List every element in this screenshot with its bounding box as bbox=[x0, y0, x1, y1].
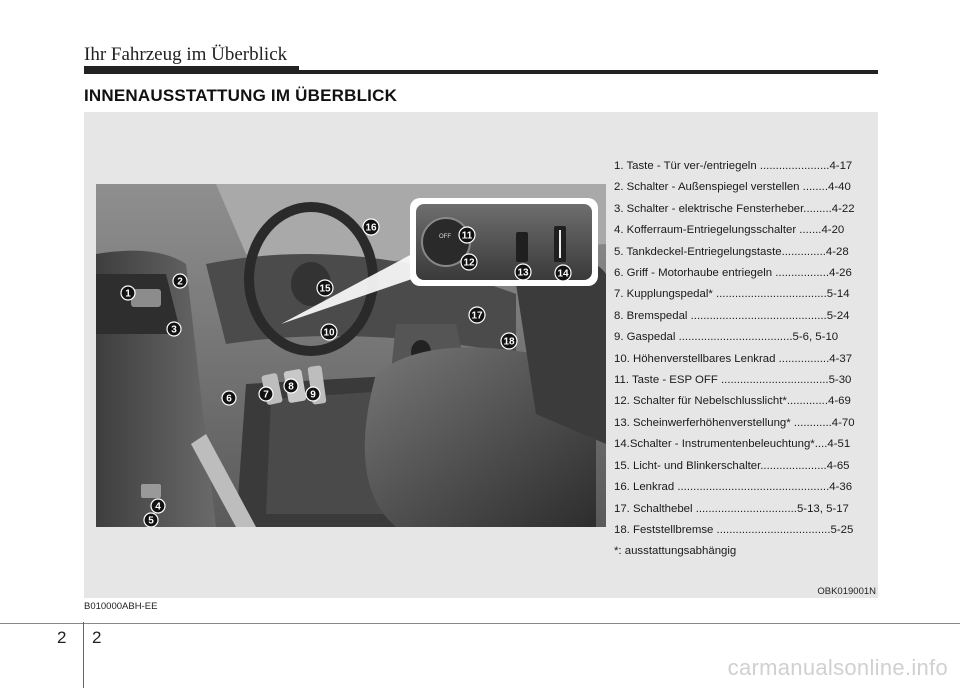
callout-7 bbox=[259, 387, 273, 401]
svg-text:7: 7 bbox=[263, 389, 269, 401]
callout-4 bbox=[151, 499, 165, 513]
callout-1 bbox=[121, 286, 135, 300]
chapter-number: 2 bbox=[57, 628, 67, 647]
legend-footnote: *: ausstattungsabhängig bbox=[614, 545, 737, 558]
callout-15 bbox=[317, 280, 333, 296]
svg-text:2: 2 bbox=[177, 276, 183, 288]
footer-divider bbox=[83, 622, 84, 688]
image-code: OBK019001N bbox=[817, 586, 876, 597]
callout-16 bbox=[363, 219, 379, 235]
legend-item: 5. Tankdeckel-Entriegelungstaste..............4-28 bbox=[614, 245, 849, 258]
legend-item: 4. Kofferraum-Entriegelungsschalter .......4-20 bbox=[614, 224, 845, 237]
legend-item: 17. Schalthebel ................................5-13, 5-17 bbox=[614, 502, 849, 515]
legend-item: 11. Taste - ESP OFF ..................................5-30 bbox=[614, 374, 852, 387]
callout-18 bbox=[501, 333, 517, 349]
svg-text:8: 8 bbox=[288, 381, 294, 393]
legend-item: 2. Schalter - Außenspiegel verstellen ........4-40 bbox=[614, 181, 851, 194]
legend-item: 10. Höhenverstellbares Lenkrad ................4-37 bbox=[614, 352, 853, 365]
svg-text:5: 5 bbox=[148, 515, 154, 527]
svg-text:15: 15 bbox=[319, 283, 331, 295]
document-code: B010000ABH-EE bbox=[84, 601, 158, 612]
chapter-header-title: Ihr Fahrzeug im Überblick bbox=[84, 44, 288, 65]
legend-item: 7. Kupplungspedal* ...................................5-14 bbox=[614, 288, 850, 301]
callout-3 bbox=[167, 322, 181, 336]
legend-item: 9. Gaspedal ....................................5-6, 5-10 bbox=[614, 331, 839, 344]
callout-13 bbox=[515, 264, 531, 280]
footer-rule bbox=[0, 623, 960, 624]
svg-text:10: 10 bbox=[323, 327, 335, 339]
callout-9 bbox=[306, 387, 320, 401]
callout-5 bbox=[144, 513, 158, 527]
callout-14 bbox=[555, 265, 571, 281]
legend-item: 16. Lenkrad ................................................4-36 bbox=[614, 481, 853, 494]
legend-item: 1. Taste - Tür ver-/entriegeln ......................4-17 bbox=[614, 160, 853, 172]
callout-6 bbox=[222, 391, 236, 405]
legend-item: 8. Bremspedal ...........................................5-24 bbox=[614, 309, 850, 322]
svg-text:16: 16 bbox=[365, 222, 377, 234]
legend-item: 18. Feststellbremse ....................................5-25 bbox=[614, 523, 854, 536]
section-title: INNENAUSSTATTUNG IM ÜBERBLICK bbox=[84, 86, 398, 105]
svg-text:9: 9 bbox=[310, 389, 316, 401]
inset-off-label: OFF bbox=[439, 234, 451, 240]
header-rule bbox=[84, 70, 878, 74]
legend-item: 13. Scheinwerferhöhenverstellung* ............4-70 bbox=[614, 416, 855, 429]
callout-11 bbox=[459, 227, 475, 243]
svg-text:13: 13 bbox=[517, 267, 529, 279]
callout-10 bbox=[321, 324, 337, 340]
callout-17 bbox=[469, 307, 485, 323]
legend-item: 15. Licht- und Blinkerschalter.....................4-65 bbox=[614, 459, 850, 472]
legend-item: 3. Schalter - elektrische Fensterheber.........4-22 bbox=[614, 202, 855, 215]
component-legend bbox=[614, 156, 876, 563]
svg-text:6: 6 bbox=[226, 393, 232, 405]
callout-12 bbox=[461, 254, 477, 270]
svg-text:11: 11 bbox=[461, 230, 473, 242]
svg-text:4: 4 bbox=[155, 501, 161, 513]
callout-8 bbox=[284, 379, 298, 393]
legend-item: 6. Griff - Motorhaube entriegeln .................4-26 bbox=[614, 267, 852, 280]
svg-text:18: 18 bbox=[503, 336, 515, 348]
svg-text:3: 3 bbox=[171, 324, 177, 336]
svg-text:1: 1 bbox=[125, 288, 131, 300]
svg-text:14: 14 bbox=[557, 268, 569, 280]
callout-2 bbox=[173, 274, 187, 288]
svg-text:17: 17 bbox=[471, 310, 483, 322]
watermark: carmanualsonline.info bbox=[727, 655, 948, 680]
page-number: 2 bbox=[92, 628, 102, 647]
interior-illustration bbox=[96, 184, 606, 527]
legend-item: 14.Schalter - Instrumentenbeleuchtung*....4-51 bbox=[614, 438, 851, 451]
svg-text:12: 12 bbox=[463, 257, 475, 269]
legend-item: 12. Schalter für Nebelschlusslicht*.............4-69 bbox=[614, 395, 851, 408]
